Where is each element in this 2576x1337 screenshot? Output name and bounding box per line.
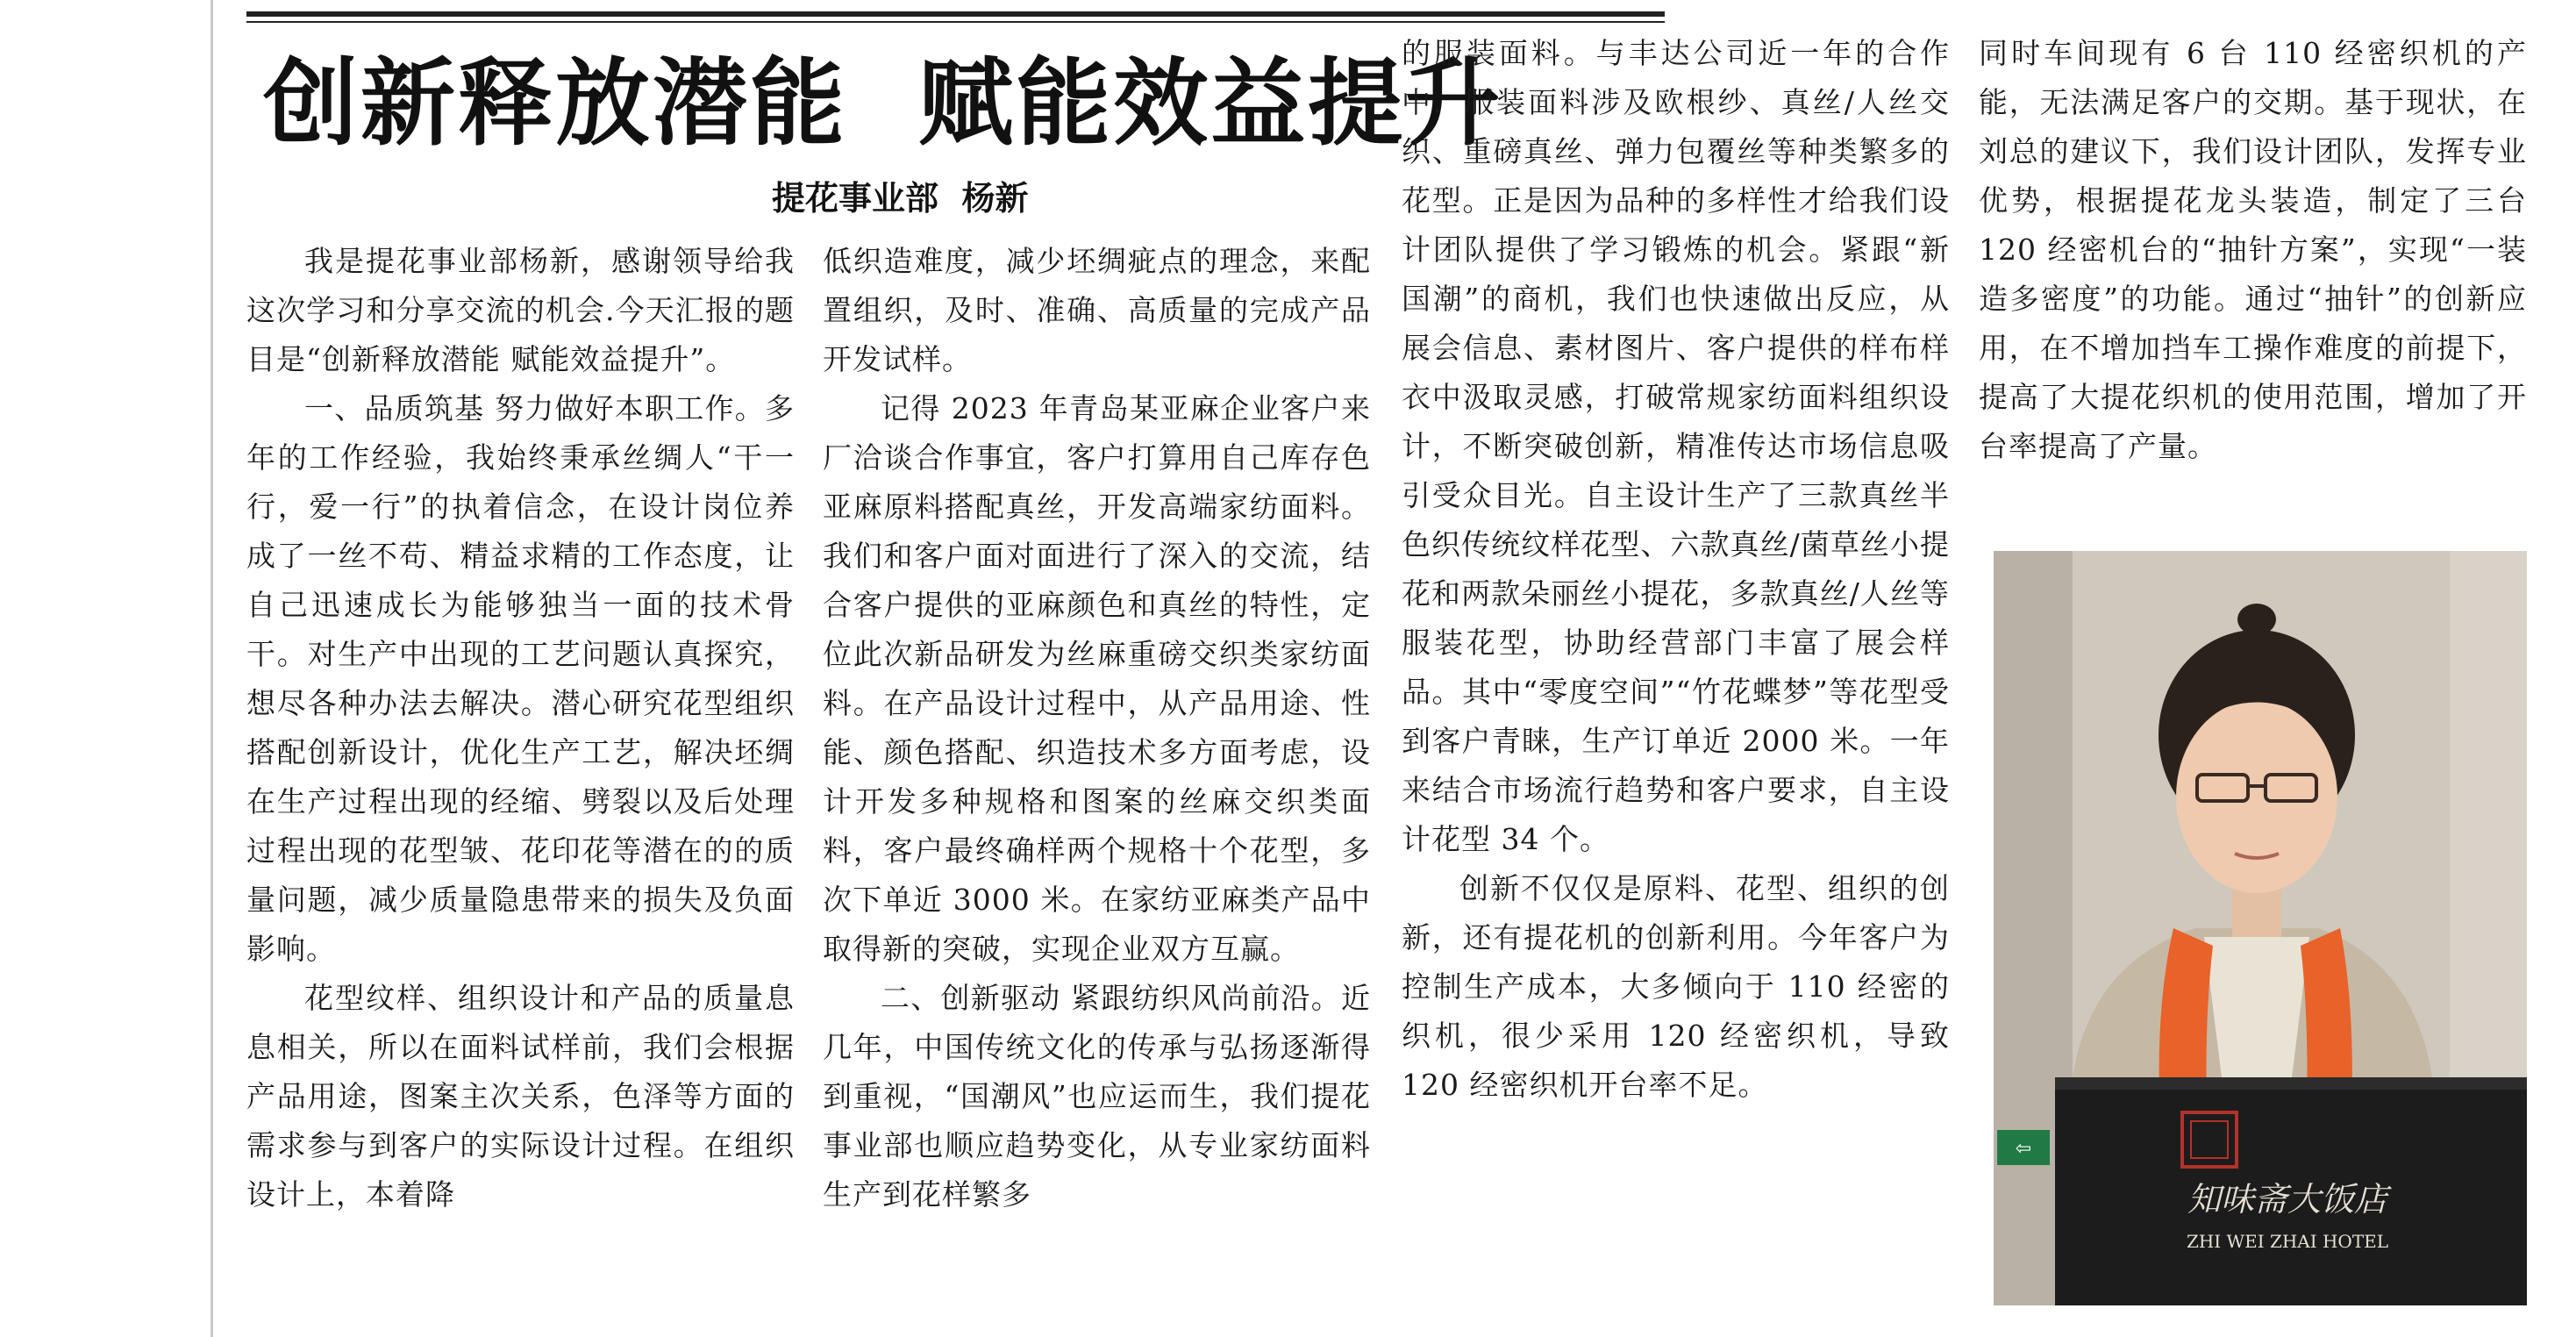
- paragraph: 低织造难度，减少坯绸疵点的理念，来配置组织，及时、准确、高质量的完成产品开发试样。: [823, 244, 1371, 376]
- paragraph: 创新不仅仅是原料、花型、组织的创新，还有提花机的创新利用。今年客户为控制生产成本，大多倾向于 110 经密的织机，很少采用 120 经密织机，导致 120 经密织机开台率不足。: [1402, 871, 1950, 1102]
- svg-text:⇦: ⇦: [2015, 1138, 2032, 1160]
- byline: 提花事业部 杨新: [772, 179, 1029, 218]
- top-rule-thin: [246, 21, 1665, 23]
- paragraph: 的服装面料。与丰达公司近一年的合作中，服装面料涉及欧根纱、真丝/人丝交织、重磅真丝、弹力包覆丝等种类繁多的花型。正是因为品种的多样性才给我们设计团队提供了学习锻炼的机会。紧跟“新国潮”的商机，我们也快速做出反应，从展会信息、素材图片、客户提供的样布样衣中汲取灵感，打破常规家纺面料组织设计，不断突破创新，精准传达市场信息吸引受众目光。自主设计生产了三款真丝半色织传统纹样花型、六款真丝/菌草丝小提花和两款朵丽丝小提花，多款真丝/人丝等服装花型，协助经营部门丰富了展会样品。其中“零度空间”“竹花蝶梦”等花型受到客户青睐，生产订单近 2000 米。一年来结合市场流行趋势和客户要求，自主设计花型 34 个。: [1402, 36, 1950, 856]
- article-column-4: [1979, 29, 2527, 538]
- paragraph: 我是提花事业部杨新，感谢领导给我这次学习和分享交流的机会.今天汇报的题目是“创新释放潜能 赋能效益提升”。: [246, 244, 795, 376]
- paragraph: 一、品质筑基 努力做好本职工作。多年的工作经验，我始终秉承丝绸人“干一行，爱一行”的执着信念，在设计岗位养成了一丝不苟、精益求精的工作态度，让自己迅速成长为能够独当一面的技术骨干。对生产中出现的工艺问题认真探究，想尽各种办法去解决。潜心研究花型组织搭配创新设计，优化生产工艺，解决坯绸在生产过程出现的经缩、劈裂以及后处理过程出现的花型皱、花印花等潜在的的质量问题，减少质量隐患带来的损失及负面影响。: [246, 391, 795, 966]
- exit-sign-icon: [1997, 1130, 2050, 1165]
- paragraph: 花型纹样、组织设计和产品的质量息息相关，所以在面料试样前，我们会根据产品用途，图案主次关系，色泽等方面的需求参与到客户的实际设计过程。在组织设计上，本着降: [246, 981, 795, 1212]
- paragraph: 同时车间现有 6 台 110 经密织机的产能，无法满足客户的交期。基于现状，在刘总的建议下，我们设计团队，发挥专业优势，根据提花龙头装造，制定了三台 120 经密机台的“抽针方案”，实现“一装造多密度”的功能。通过“抽针”的创新应用，在不增加挡车工操作难度的前提下，提高了大提花织机的使用范围，增加了开台率提高了产量。: [1979, 36, 2527, 463]
- paragraph: 二、创新驱动 紧跟纺织风尚前沿。近几年，中国传统文化的传承与弘扬逐渐得到重视，“国潮风”也应运而生，我们提花事业部也顺应趋势变化，从专业家纺面料生产到花样繁多: [823, 981, 1371, 1212]
- podium-logo-text-en: ZHI WEI ZHAI HOTEL: [2186, 1231, 2389, 1252]
- headline: 创新释放潜能 赋能效益提升: [263, 48, 1503, 159]
- top-rule: [246, 11, 1665, 17]
- podium-logo-text: 知味斋大饭店: [2187, 1180, 2388, 1219]
- article-photo: [1994, 551, 2527, 1305]
- article-column-2: [823, 237, 1371, 1332]
- page-left-margin: [0, 0, 213, 1337]
- paragraph: 记得 2023 年青岛某亚麻企业客户来厂洽谈合作事宜，客户打算用自己库存色亚麻原料搭配真丝，开发高端家纺面料。我们和客户面对面进行了深入的交流，结合客户提供的亚麻颜色和真丝的特性，定位此次新品研发为丝麻重磅交织类家纺面料。在产品设计过程中，从产品用途、性能、颜色搭配、织造技术多方面考虑，设计开发多种规格和图案的丝麻交织类面料，客户最终确样两个规格十个花型，多次下单近 3000 米。在家纺亚麻类产品中取得新的突破，实现企业双方互赢。: [823, 391, 1371, 966]
- article-column-3: [1402, 29, 1950, 1332]
- article-column-1: [246, 237, 795, 1332]
